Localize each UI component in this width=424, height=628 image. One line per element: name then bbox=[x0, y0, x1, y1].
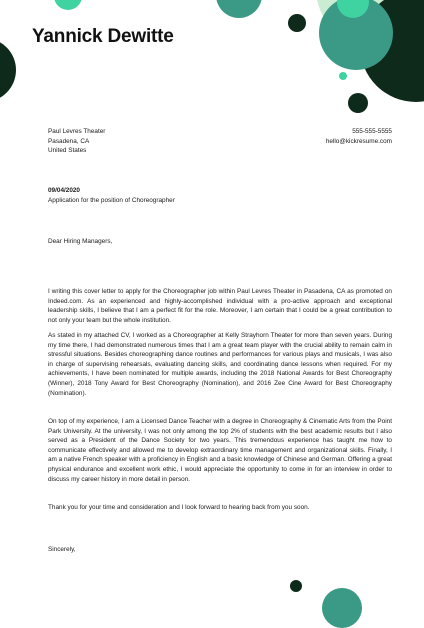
letter-paragraph-3: On top of my experience, I am a Licensed Dance Teacher with a degree in Choreography & Cinematic Arts from the Point Park University. At the university, I was not only among the top 2% of students with the best academic results but I also served as a President of the Dance Society for two years. This tremendous experience has taught me how to communicate effectively and allowed me to develop extraordinary time management and organizational skills. Finally, I am a native French speaker with a proficiency in English and a basic knowledge of Chinese and German. Offering a great physical endurance and excellent work ethic, I would appreciate the opportunity to come in for an interview in order to discuss my career history in more detail in person. bbox=[48, 418, 392, 483]
recipient-company: Paul Levres Theater bbox=[48, 128, 106, 135]
decor-circle-top-teal bbox=[216, 0, 262, 18]
letter-paragraph-2: As stated in my attached CV, I worked as a Choreographer at Kelly Strayhorn Theater for more than seven years. During my time there, I had demonstrated numerous times that I am a great team player with the crucial ability to remain calm in stressful situations. Besides choreographing dance routines and performances for various plays and musicals, I was also in charge of supervising rehearsals, evaluating dancing skills, and coordinating dance lessons when required. For my achievements, I have been nominated for multiple awards, including the 2018 National Awards for Best Choreography (Winner), 2018 Tony Award for Best Choreography (Nomination), and 2016 Zee Cine Award for Best Choreography (Nomination). bbox=[48, 332, 392, 397]
applicant-phone: 555-555-5555 bbox=[352, 128, 392, 135]
letter-date: 09/04/2020 bbox=[48, 187, 80, 194]
decor-circle-bottom-dark bbox=[290, 580, 302, 592]
decor-dot-mint bbox=[339, 72, 347, 80]
letter-header bbox=[48, 186, 175, 205]
applicant-name: Yannick Dewitte bbox=[32, 26, 174, 47]
recipient-city: Pasadena, CA bbox=[48, 137, 90, 145]
letter-closing-line: Thank you for your time and consideration and I look forward to hearing back from you soon. bbox=[48, 504, 310, 511]
decor-circle-left-dark bbox=[0, 38, 16, 102]
decor-circle-top-mint bbox=[54, 0, 82, 10]
applicant-email: hello@kickresume.com bbox=[325, 137, 392, 145]
decor-circle-top-dark-small bbox=[288, 14, 306, 32]
recipient-address bbox=[48, 127, 105, 156]
decor-circle-bottom-teal bbox=[322, 588, 362, 628]
letter-subject: Application for the position of Choreographer bbox=[48, 196, 175, 204]
recipient-country: United States bbox=[48, 147, 87, 155]
letter-sign-off: Sincerely, bbox=[48, 546, 76, 553]
applicant-contact bbox=[326, 127, 392, 146]
decor-circle-dark-mid bbox=[348, 93, 368, 113]
letter-paragraph-1: I writing this cover letter to apply for the Choreographer job within Paul Levres Theater in Pasadena, CA as promoted on Indeed.com. As an experienced and highly-accomplished individual with a pro-active approach and exceptional leadership skills, I believe that I am a perfect fit for the role. Moreover, I am certain that I could be a great contribution to not only your team but the whole institution. bbox=[48, 288, 392, 324]
letter-greeting: Dear Hiring Managers, bbox=[48, 238, 113, 245]
